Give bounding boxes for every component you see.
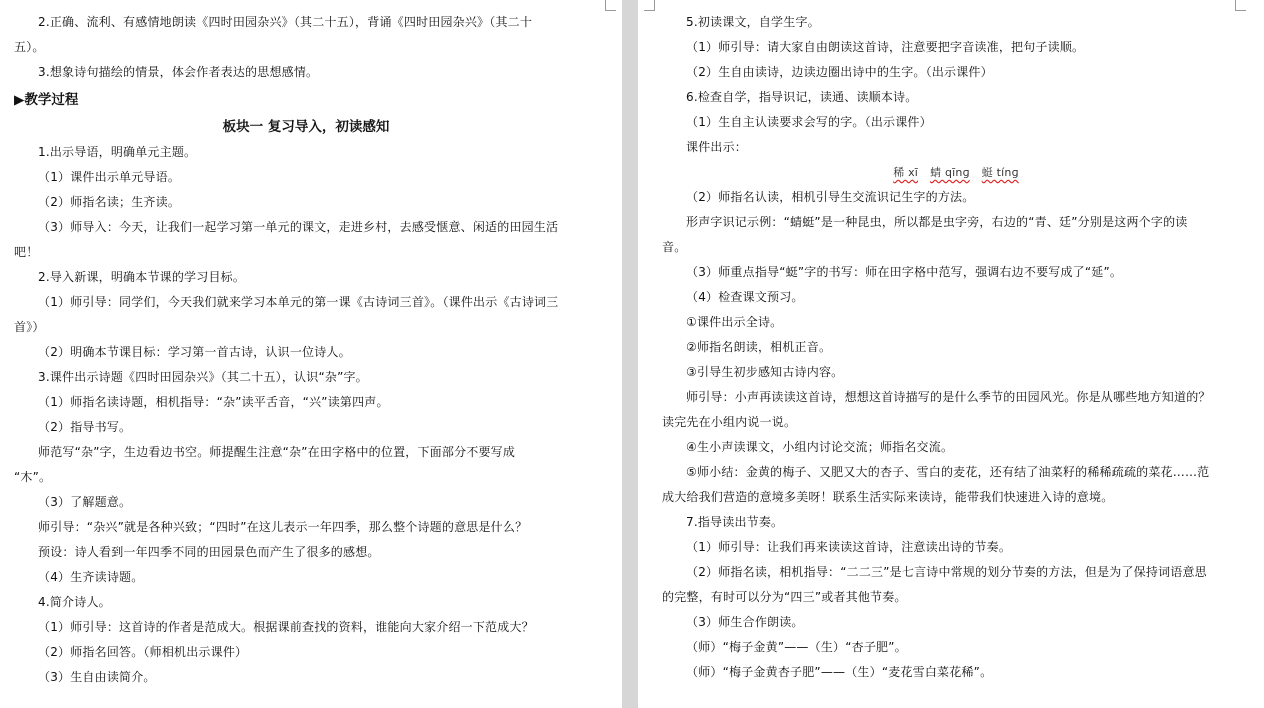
document-page-right	[638, 0, 1264, 708]
page-gutter	[622, 0, 638, 708]
paragraph-line: 五）。	[14, 40, 45, 54]
paragraph-line: （师）“梅子金黄杏子肥”——（生）“麦花雪白菜花稀”。	[686, 665, 993, 679]
paragraph-line: 的完整，有时可以分为“四三”或者其他节奏。	[662, 590, 907, 604]
paragraph-line: （2）明确本节课目标：学习第一首古诗，认识一位诗人。	[38, 345, 351, 359]
paragraph-line: 3.想象诗句描绘的情景，体会作者表达的思想感情。	[38, 65, 319, 79]
paragraph-line: 1.出示导语，明确单元主题。	[38, 145, 197, 159]
paragraph-line: 预设：诗人看到一年四季不同的田园景色而产生了很多的感想。	[38, 545, 380, 559]
document-page-left	[0, 0, 622, 708]
paragraph-line: 7.指导读出节奏。	[686, 515, 784, 529]
paragraph-line: 成大给我们营造的意境多美呀！联系生活实际来读诗，能带我们快速进入诗的意境。	[662, 490, 1114, 504]
pinyin-line	[662, 160, 1250, 185]
paragraph-line: （1）师引导：请大家自由朗读这首诗，注意要把字音读准，把句子读顺。	[686, 40, 1085, 54]
paragraph-line: 3.课件出示诗题《四时田园杂兴》（其二十五），认识“杂”字。	[38, 370, 368, 384]
paragraph-line: （1）师引导：同学们，今天我们就来学习本单元的第一课《古诗词三首》。（课件出示《古诗词三	[38, 295, 559, 309]
paragraph-line: 师引导：“杂兴”就是各种兴致；“四时”在这儿表示一年四季，那么整个诗题的意思是什么？	[38, 520, 528, 534]
paragraph-line: （2）师指名认读，相机引导生交流识记生字的方法。	[686, 190, 975, 204]
paragraph-line: 5.初读课文，自学生字。	[686, 15, 820, 29]
paragraph-line: “木”。	[14, 470, 52, 484]
paragraph-line: ④生小声读课文，小组内讨论交流；师指名交流。	[686, 440, 954, 454]
paragraph-line: （1）课件出示单元导语。	[38, 170, 181, 184]
paragraph-line: （2）指导书写。	[38, 420, 132, 434]
paragraph-line: （4）检查课文预习。	[686, 290, 804, 304]
paragraph-line: 师引导：小声再读读这首诗，想想这首诗描写的是什么季节的田园风光。你是从哪些地方知道的？	[686, 390, 1211, 404]
paragraph-line: （2）生自由读诗，边读边圈出诗中的生字。（出示课件）	[686, 65, 993, 79]
pinyin-word: 蜓 tínɡ	[981, 166, 1019, 179]
paragraph-line: （2）师指名回答。（师相机出示课件）	[38, 645, 248, 659]
paragraph-line: 6.检查自学，指导识记，读通、读顺本诗。	[686, 90, 918, 104]
page-content-right	[638, 0, 1264, 685]
paragraph-line: （3）生自由读简介。	[38, 670, 156, 684]
paragraph-line: （1）生自主认读要求会写的字。（出示课件）	[686, 115, 932, 129]
paragraph-line: ①课件出示全诗。	[686, 315, 783, 329]
paragraph-line: 吧！	[14, 245, 39, 259]
paragraph-line: （3）了解题意。	[38, 495, 132, 509]
paragraph-line: ⑤师小结：金黄的梅子、又肥又大的杏子、雪白的麦花，还有结了油菜籽的稀稀疏疏的菜花……范	[686, 465, 1210, 479]
paragraph-line: 音。	[662, 240, 687, 254]
page-content-left	[0, 0, 622, 690]
paragraph-line: （师）“梅子金黄”——（生）“杏子肥”。	[686, 640, 907, 654]
paragraph-line: 读完先在小组内说一说。	[662, 415, 797, 429]
paragraph-line: 师范写“杂”字，生边看边书空。师提醒生注意“杂”在田字格中的位置，下面部分不要写成	[38, 445, 516, 459]
block-title: 板块一 复习导入，初读感知	[222, 119, 390, 135]
paragraph-line: （2）师指名读；生齐读。	[38, 195, 181, 209]
paragraph-line: （1）师引导：让我们再来读读这首诗，注意读出诗的节奏。	[686, 540, 1012, 554]
pinyin-word: 蜻 qīnɡ	[930, 166, 970, 179]
pinyin-word: 稀 xī	[893, 166, 919, 179]
section-heading: ▶教学过程	[14, 92, 79, 108]
paragraph-line: ②师指名朗读，相机正音。	[686, 340, 832, 354]
paragraph-line: （1）师引导：这首诗的作者是范成大。根据课前查找的资料，谁能向大家介绍一下范成大？	[38, 620, 534, 634]
paragraph-line: （3）师生合作朗读。	[686, 615, 804, 629]
paragraph-line: （2）师指名读，相机指导：“二二三”是七言诗中常规的划分节奏的方法，但是为了保持词语意思	[686, 565, 1207, 579]
paragraph-line: （3）师重点指导“蜓”字的书写：师在田字格中范写，强调右边不要写成了“延”。	[686, 265, 1123, 279]
paragraph-line: 首》）	[14, 320, 45, 334]
paragraph-line: 课件出示：	[686, 140, 748, 154]
paragraph-line: 形声字识记示例：“蜻蜓”是一种昆虫，所以都是虫字旁，右边的“青、廷”分别是这两个字的读	[686, 215, 1188, 229]
paragraph-line: （4）生齐读诗题。	[38, 570, 144, 584]
paragraph-line: （3）师导入：今天，让我们一起学习第一单元的课文，走进乡村，去感受惬意、闲适的田园生活	[38, 220, 559, 234]
paragraph-line: 2.导入新课，明确本节课的学习目标。	[38, 270, 246, 284]
paragraph-line: 4.简介诗人。	[38, 595, 111, 609]
paragraph-line: （1）师指名读诗题，相机指导：“杂”读平舌音，“兴”读第四声。	[38, 395, 389, 409]
paragraph-line: ③引导生初步感知古诗内容。	[686, 365, 844, 379]
paragraph-line: 2.正确、流利、有感情地朗读《四时田园杂兴》（其二十五），背诵《四时田园杂兴》（其二十	[38, 15, 533, 29]
